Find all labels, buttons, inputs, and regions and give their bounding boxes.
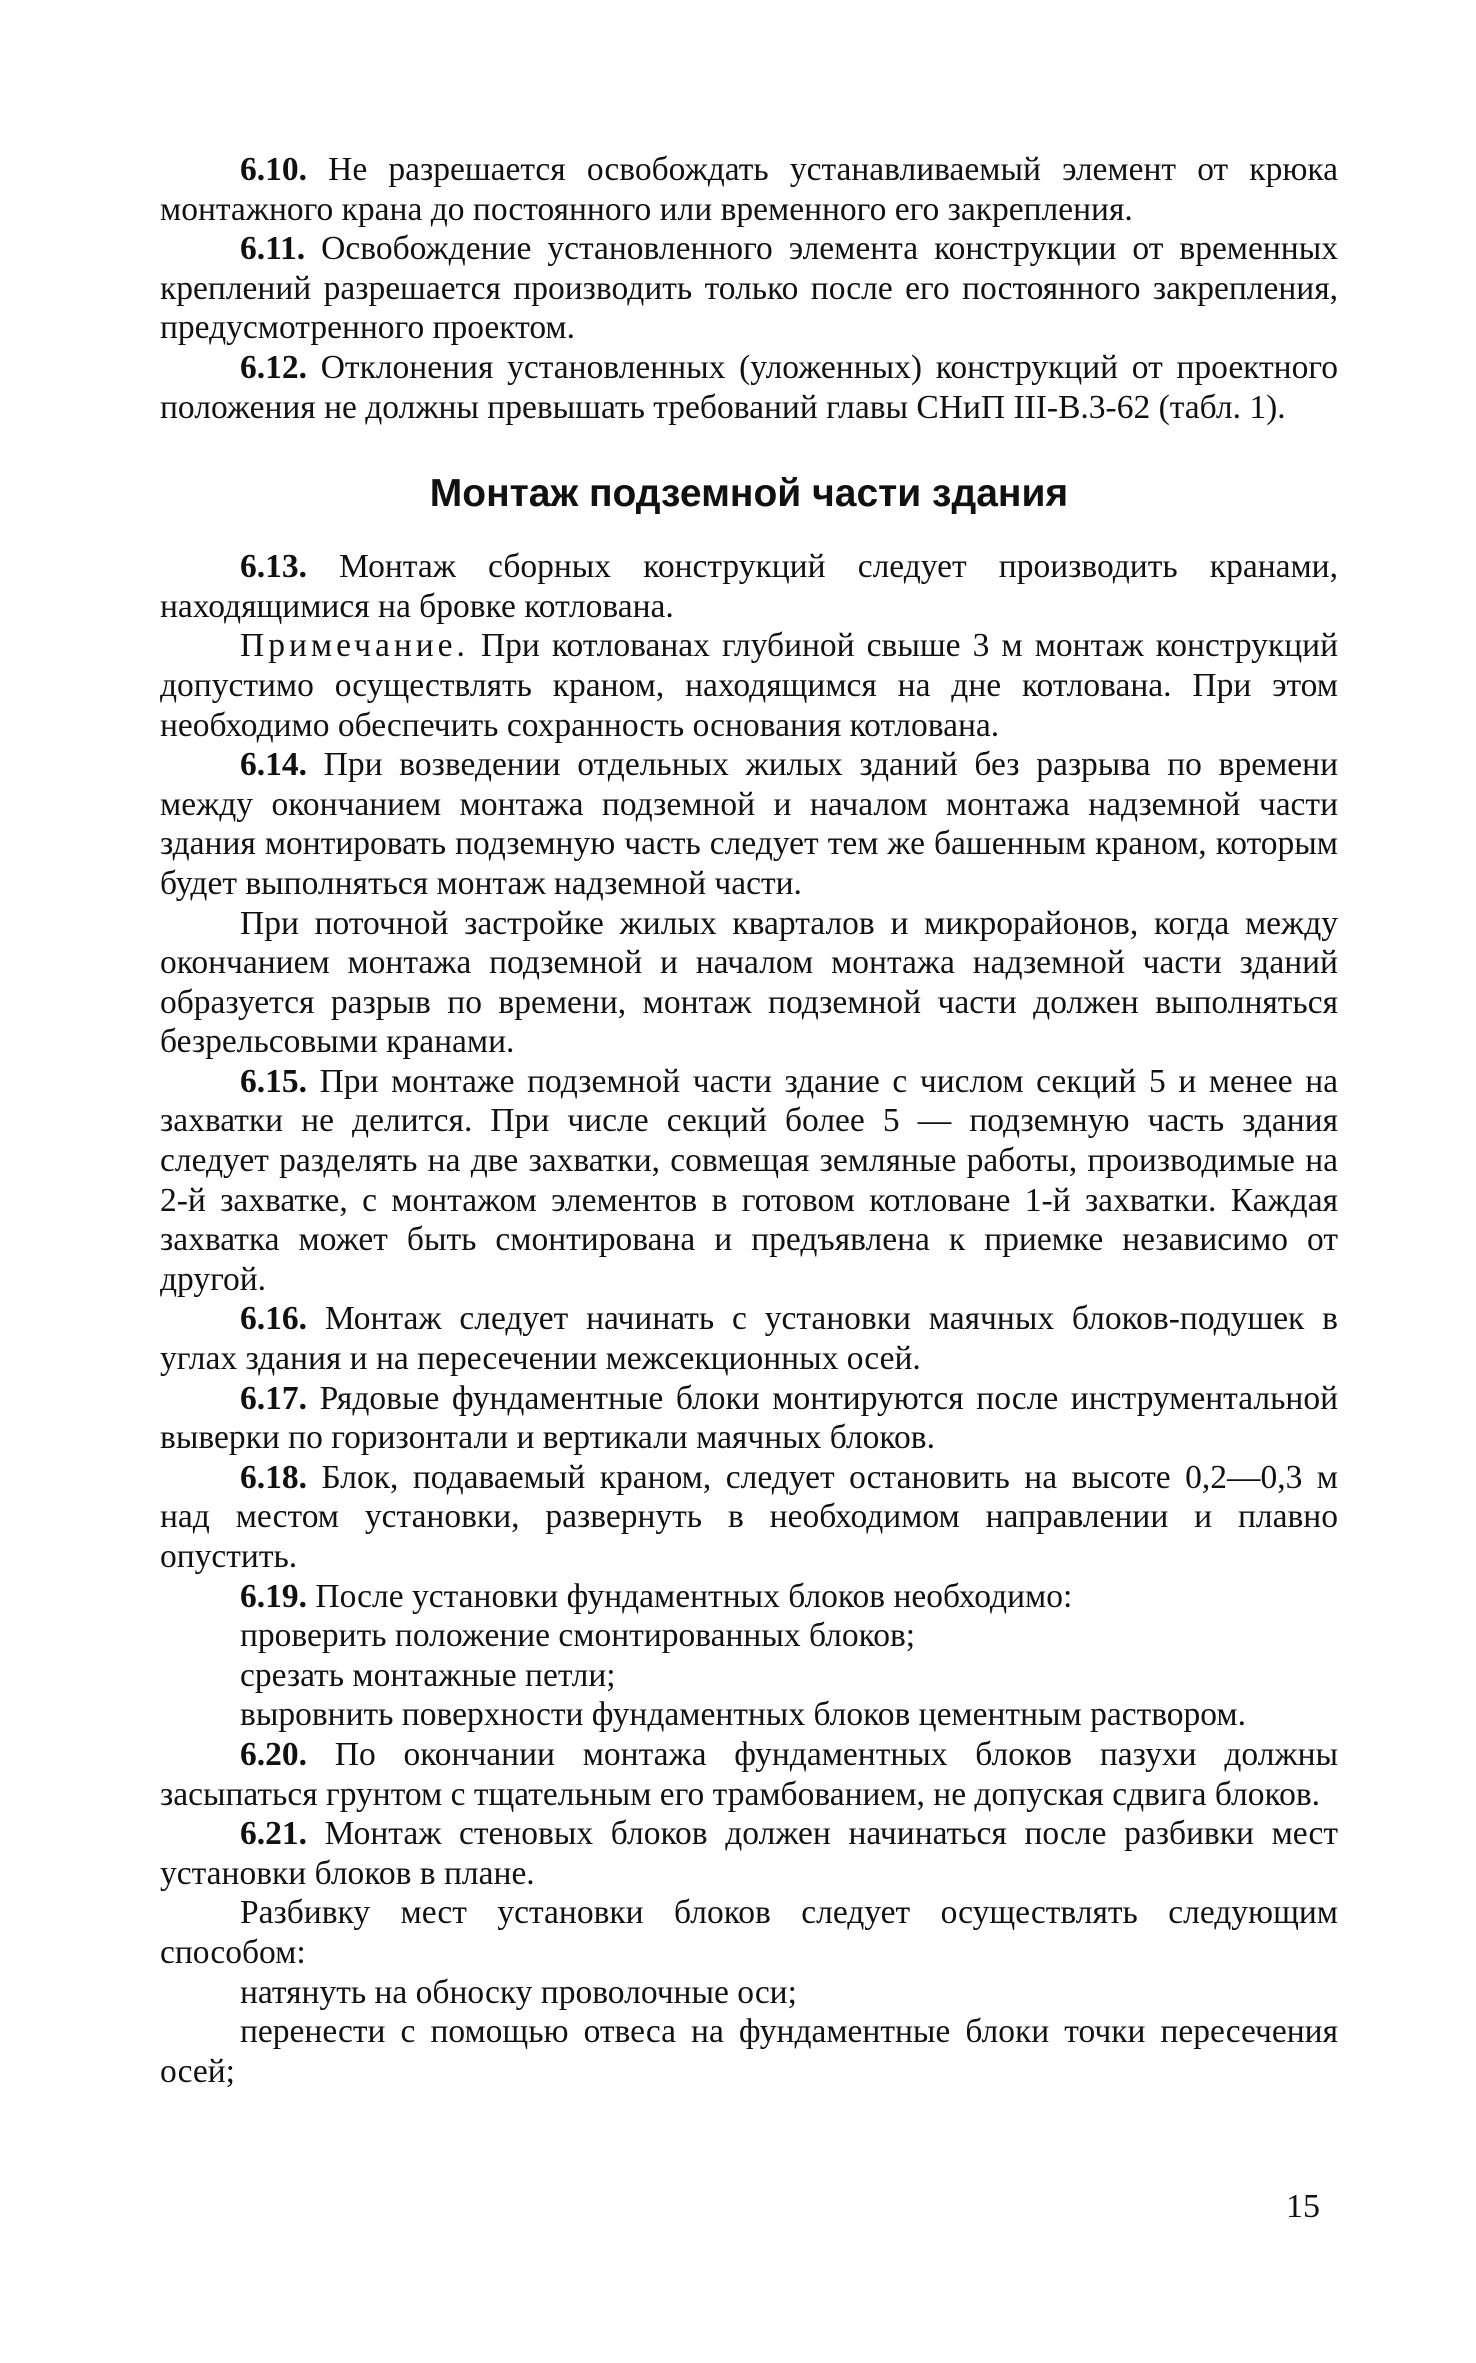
paragraph-6-21 [160,1814,1338,1893]
clause-number: 6.20. [240,1735,307,1773]
clause-text: Не разрешается освобождать устанавливаемый элемент от крюка монтажного крана до постоянного или временного его закрепления. [160,151,1338,228]
list-item: перенести с помощью отвеса на фундаментные блоки точки пересечения осей; [160,2013,1338,2090]
paragraph-6-15 [160,1062,1338,1300]
clause-number: 6.15. [240,1062,307,1100]
paragraph-6-11 [160,229,1338,348]
clause-text: Монтаж следует начинать с установки маячных блоков-подушек в углах здания и на пересечении межсекционных осей. [160,1300,1338,1378]
section-heading: Монтаж подземной части здания [429,472,1069,516]
clause-number: 6.17. [240,1379,307,1417]
clause-text: При монтаже подземной части здание с числом секций 5 и менее на захватки не делится. При числе секций более 5 — подземную часть здания следует разделять на две захватки, совмещая земляные работы, производимые на 2-й захватке, с монтажом элементов в готовом котловане 1-й захватки. Каждая захватка может быть смонтирована и предъявлена к приемке независимо от другой. [160,1062,1338,1298]
clause-text: Монтаж сборных конструкций следует производить кранами, находящимися на бровке котлована. [160,548,1338,625]
clause-number: 6.16. [240,1300,307,1338]
clause-text: При возведении отдельных жилых зданий без разрыва по времени между окончанием монтажа подземной и началом монтажа надземной части здания монтировать подземную часть следует тем же башенным краном, которым будет выполняться монтаж надземной части. [160,746,1338,902]
clause-text: По окончании монтажа фундаментных блоков пазухи должны засыпаться грунтом с тщательным его трамбованием, не допуская сдвига блоков. [160,1735,1338,1813]
clause-number: 6.14. [240,746,307,784]
clause-number: 6.13. [240,548,307,586]
clause-number: 6.10. [240,151,307,188]
clause-number: 6.19. [240,1577,307,1615]
paragraph-6-18 [160,1458,1338,1577]
paragraph-6-17 [160,1379,1338,1458]
paragraph-6-16 [160,1299,1338,1378]
paragraph-6-12 [160,348,1338,427]
clause-number: 6.18. [240,1458,307,1496]
paragraph-6-13 [160,547,1338,626]
page-number: 15 [1286,2188,1320,2225]
clause-text: Монтаж стеновых блоков должен начинаться после разбивки мест установки блоков в плане. [160,1815,1338,1892]
paragraph-6-20 [160,1735,1338,1814]
paragraph-6-21-continued: Разбивку мест установки блоков следует осуществлять следующим способом: [160,1894,1338,1971]
note-paragraph [160,626,1338,745]
list-item: проверить положение смонтированных блоков; [240,1617,916,1655]
clause-text: Отклонения установленных (уложенных) конструкций от проектного положения не должны превышать требований главы СНиП III-В.3-62 (табл. 1). [160,348,1338,426]
clause-text: Рядовые фундаментные блоки монтируются после инструментальной выверки по горизонтали и вертикали маячных блоков. [160,1379,1338,1457]
list-item: срезать монтажные петли; [240,1656,616,1694]
paragraph-6-19 [160,1577,1338,1617]
document-page [160,150,1338,2091]
clause-text: После установки фундаментных блоков необходимо: [307,1577,1073,1615]
paragraph-6-10 [160,150,1338,229]
clause-number: 6.21. [240,1815,307,1853]
paragraph-6-14-continued: При поточной застройке жилых кварталов и микрорайонов, когда между окончанием монтажа подземной и началом монтажа надземной части зданий образуется разрыв по времени, монтаж подземной части должен выполняться безрельсовыми кранами. [160,904,1338,1061]
note-text: При котлованах глубиной свыше 3 м монтаж конструкций допустимо осуществлять краном, находящимся на дне котлована. При этом необходимо обеспечить сохранность основания котлована. [160,627,1338,744]
list-item: выровнить поверхности фундаментных блоков цементным раствором. [240,1696,1246,1734]
clause-text: Блок, подаваемый краном, следует остановить на высоте 0,2—0,3 м над местом установки, развернуть в необходимом направлении и плавно опустить. [160,1458,1338,1575]
note-label: Примечание. [240,627,469,665]
clause-number: 6.11. [240,230,306,268]
list-item: натянуть на обноску проволочные оси; [240,1973,797,2011]
paragraph-6-14 [160,745,1338,903]
clause-text: Освобождение установленного элемента конструкции от временных креплений разрешается производить только после его постоянного закрепления, предусмотренного проектом. [160,230,1338,347]
clause-number: 6.12. [240,348,307,386]
